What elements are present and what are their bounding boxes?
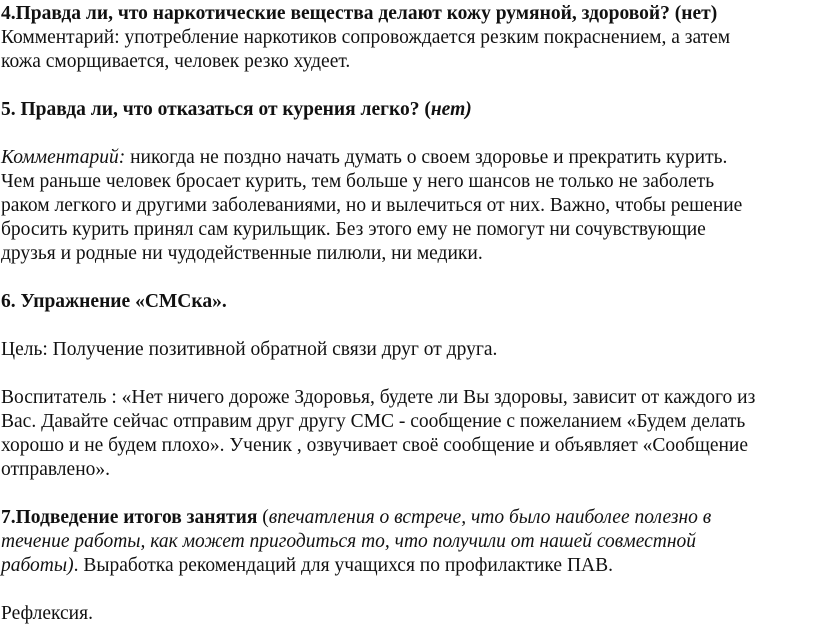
q4-comment-line: кожа сморщивается, человек резко худеет. bbox=[1, 51, 351, 72]
reflection-text: Рефлексия. bbox=[1, 603, 93, 624]
s7-open-paren: ( bbox=[257, 507, 269, 528]
ex6-teacher-line: Вас. Давайте сейчас отправим друг другу СМС - сообщение с пожеланием «Будем делать bbox=[1, 411, 746, 432]
q5-comment-line bbox=[1, 146, 816, 170]
s7-rest-text: . Выработка рекомендаций для учащихся по профилактике ПАВ. bbox=[73, 555, 613, 576]
ex6-title: 6. Упражнение «СМСка». bbox=[1, 291, 227, 312]
s7-title-line bbox=[1, 506, 816, 530]
s7-summary-line bbox=[1, 554, 816, 578]
s7-italic-line: течение работы, как может пригодиться то, что получили от нашей совместной bbox=[1, 531, 697, 552]
q5-comment-line: друзья и родные ни чудодейственные пилюли, ни медики. bbox=[1, 243, 483, 264]
q5-comment-label: Комментарий: bbox=[1, 147, 126, 168]
ex6-teacher-line: отправлено». bbox=[1, 459, 111, 480]
q5-comment-text: никогда не поздно начать думать о своем здоровье и прекратить курить. bbox=[125, 147, 728, 168]
q5-title-answer: нет) bbox=[430, 99, 472, 120]
q5-comment-line: раком легкого и другими заболеваниями, но и вылечиться от них. Важно, чтобы решение bbox=[1, 195, 743, 216]
s7-title: 7.Подведение итогов занятия bbox=[1, 507, 258, 528]
q4-title: 4.Правда ли, что наркотические вещества делают кожу румяной, здоровой? (нет) bbox=[1, 3, 718, 24]
q4-comment-line: Комментарий: употребление наркотиков сопровождается резким покраснением, а затем bbox=[1, 27, 731, 48]
ex6-goal: Цель: Получение позитивной обратной связи друг от друга. bbox=[1, 339, 498, 360]
ex6-teacher-line: хорошо и не будем плохо». Ученик , озвучивает своё сообщение и объявляет «Сообщение bbox=[1, 435, 749, 456]
q5-comment-line: бросить курить принял сам курильщик. Без этого ему не помогут ни сочувствующие bbox=[1, 219, 706, 240]
q5-title bbox=[1, 98, 816, 122]
ex6-teacher-line: Воспитатель : «Нет ничего дороже Здоровья, будете ли Вы здоровы, зависит от каждого из bbox=[1, 387, 756, 408]
s7-italic-text: впечатления о встрече, что было наиболее полезно в bbox=[268, 507, 712, 528]
q5-comment-line: Чем раньше человек бросает курить, тем больше у него шансов не только не заболеть bbox=[1, 171, 715, 192]
q5-title-text: 5. Правда ли, что отказаться от курения легко? ( bbox=[1, 99, 431, 120]
s7-italic-end: работы) bbox=[1, 555, 74, 576]
